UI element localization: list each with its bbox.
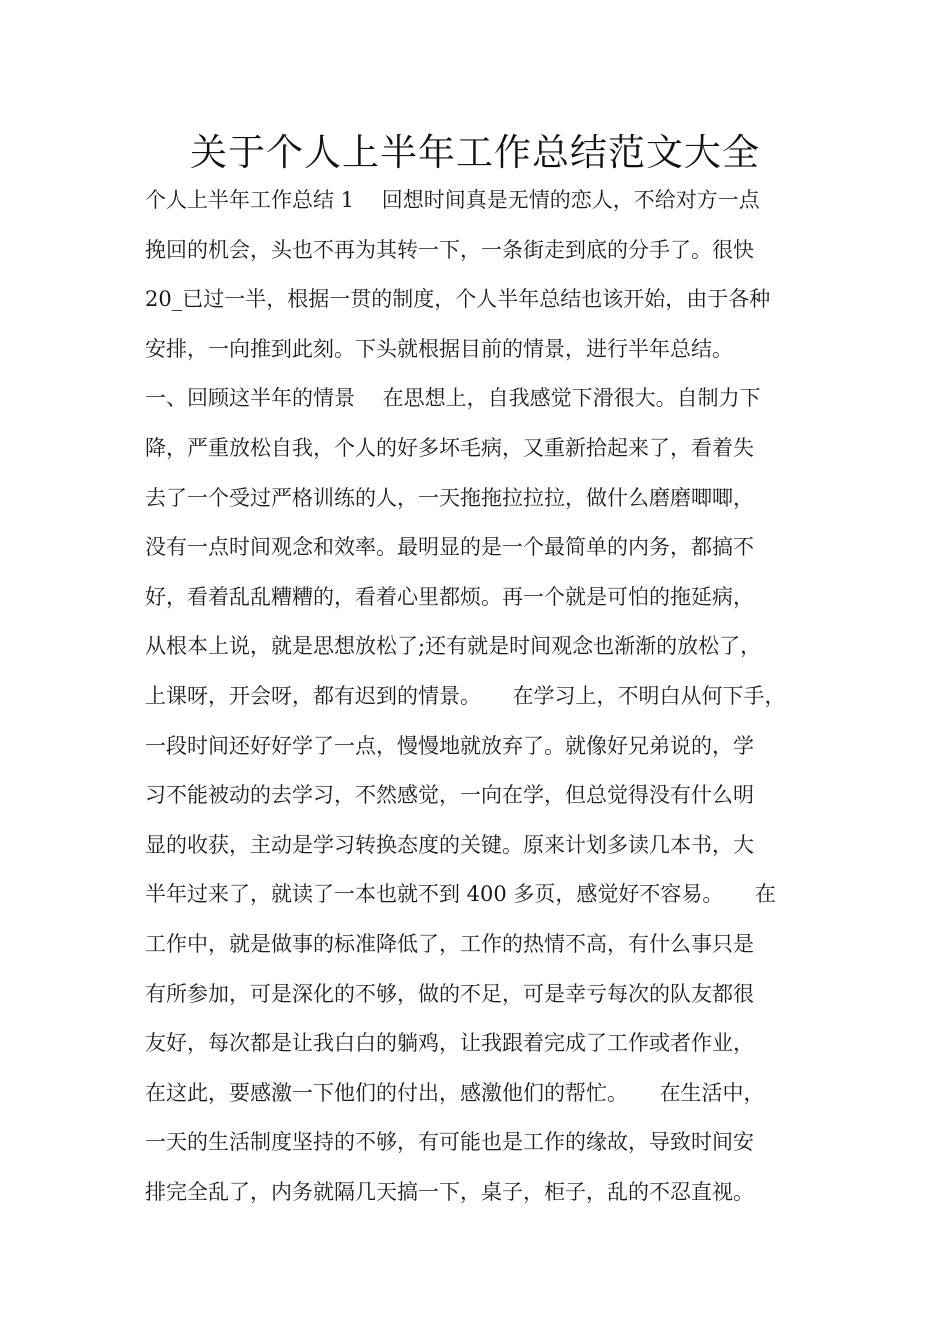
body-line: 显的收获，主动是学习转换态度的关键。原来计划多读几本书，大 (145, 832, 754, 857)
body-line: 排完全乱了，内务就隔几天搞一下，桌子，柜子，乱的不忍直视。 (145, 1179, 754, 1204)
body-line: 习不能被动的去学习，不然感觉，一向在学，但总觉得没有什么明 (145, 783, 754, 808)
body-line: 降，严重放松自我，个人的好多坏毛病，又重新拾起来了，看着失 (145, 435, 754, 460)
body-line: 没有一点时间观念和效率。最明显的是一个最简单的内务，都搞不 (145, 535, 754, 560)
body-line: 半年过来了，就读了一本也就不到 400 多页，感觉好不容易。 在 (145, 882, 776, 907)
body-line: 个人上半年工作总结 1 回想时间真是无情的恋人，不给对方一点 (145, 188, 760, 212)
body-line: 上课呀，开会呀，都有迟到的情景。 在学习上，不明白从何下手， (145, 683, 786, 708)
body-line: 一、回顾这半年的情景 在思想上，自我感觉下滑很大。自制力下 (145, 386, 761, 411)
body-line: 20_已过一半，根据一贯的制度，个人半年总结也该开始，由于各种 (145, 287, 771, 312)
body-line: 安排，一向推到此刻。下头就根据目前的情景，进行半年总结。 (145, 336, 733, 361)
document-title: 关于个人上半年工作总结范文大全 (190, 131, 760, 174)
body-line: 友好，每次都是让我白白的躺鸡，让我跟着完成了工作或者作业， (145, 1031, 754, 1056)
body-line: 去了一个受过严格训练的人，一天拖拖拉拉拉，做什么磨磨唧唧， (145, 485, 754, 510)
body-line: 挽回的机会，头也不再为其转一下，一条街走到底的分手了。很快 (145, 237, 754, 262)
body-line: 在这此，要感激一下他们的付出，感激他们的帮忙。 在生活中， (145, 1080, 765, 1105)
body-line: 工作中，就是做事的标准降低了，工作的热情不高，有什么事只是 (145, 931, 754, 956)
document-body (145, 176, 835, 1217)
body-line: 一段时间还好好学了一点，慢慢地就放弃了。就像好兄弟说的，学 (145, 733, 754, 758)
body-line: 好，看着乱乱糟糟的，看着心里都烦。再一个就是可怕的拖延病， (145, 584, 754, 609)
body-line: 有所参加，可是深化的不够，做的不足，可是幸亏每次的队友都很 (145, 981, 754, 1006)
body-line: 从根本上说，就是思想放松了;还有就是时间观念也渐渐的放松了， (145, 634, 762, 659)
body-line: 一天的生活制度坚持的不够，有可能也是工作的缘故，导致时间安 (145, 1130, 754, 1155)
